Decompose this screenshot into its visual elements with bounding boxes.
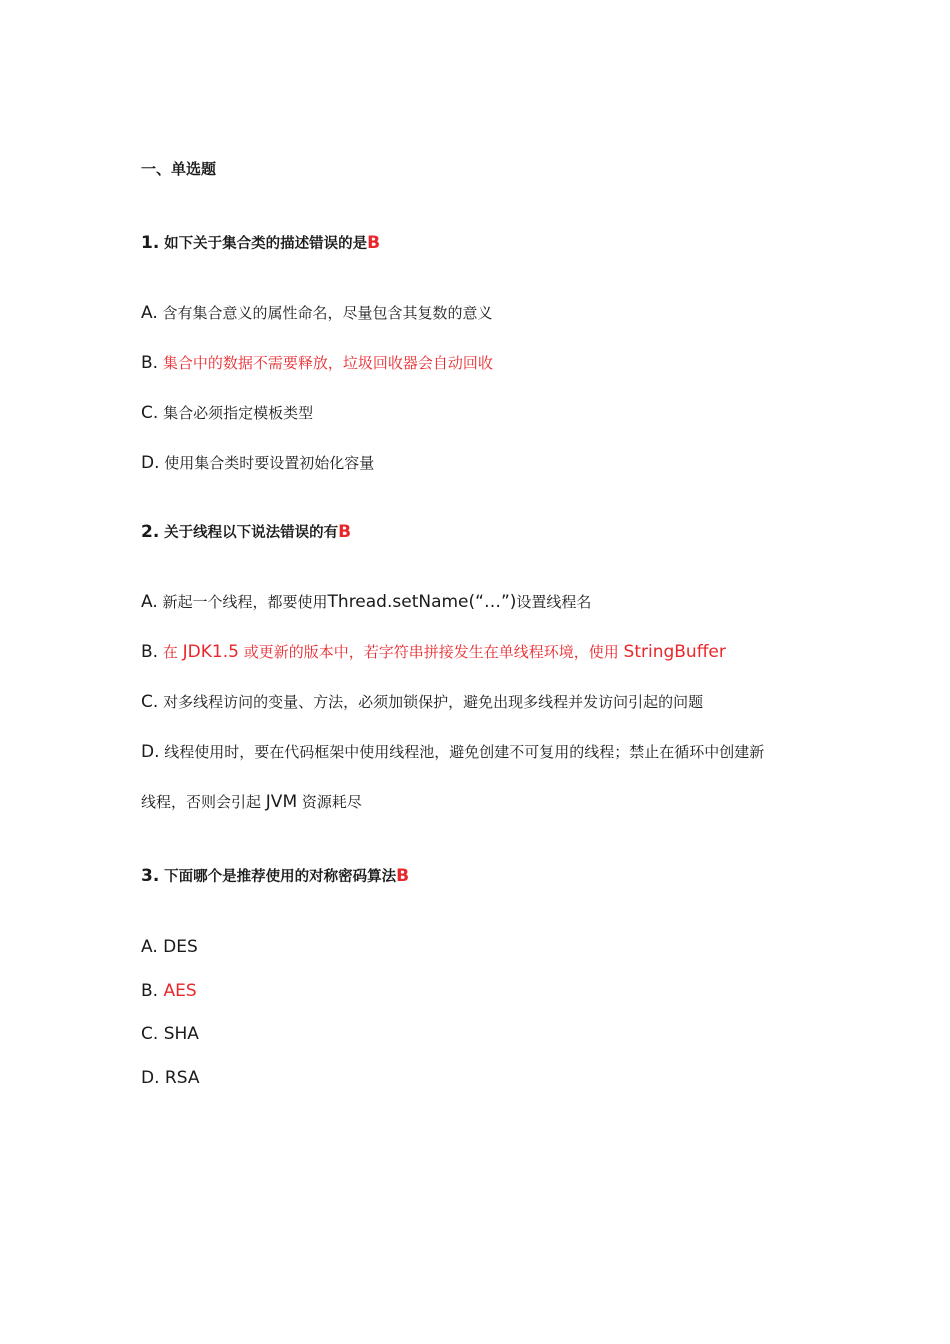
question-2-option-c bbox=[141, 692, 703, 712]
option-letter: A. bbox=[141, 592, 158, 612]
option-text: 线程，否则会引起 bbox=[141, 793, 262, 811]
question-answer: B bbox=[367, 233, 381, 253]
question-number: 2. bbox=[141, 522, 160, 542]
question-3-option-c bbox=[141, 1024, 199, 1044]
option-letter: A. bbox=[141, 937, 158, 957]
option-text: SHA bbox=[163, 1024, 199, 1044]
option-text: AES bbox=[163, 981, 197, 1001]
option-text: 集合必须指定模板类型 bbox=[163, 404, 314, 422]
option-text: 设置线程名 bbox=[516, 593, 592, 611]
option-letter: D. bbox=[141, 1068, 160, 1088]
question-answer: B bbox=[396, 866, 410, 886]
option-text: 对多线程访问的变量、方法，必须加锁保护，避免出现多线程并发访问引起的问题 bbox=[163, 693, 704, 711]
option-letter: B. bbox=[141, 353, 159, 373]
option-code-text: JDK1.5 bbox=[182, 642, 239, 662]
question-1-option-c bbox=[141, 403, 313, 423]
option-code-text: JVM bbox=[265, 792, 298, 812]
question-2-option-d bbox=[141, 742, 764, 762]
option-letter: B. bbox=[141, 642, 159, 662]
question-text: 下面哪个是推荐使用的对称密码算法 bbox=[164, 869, 397, 885]
question-2-option-d-continued bbox=[141, 792, 362, 812]
option-letter: B. bbox=[141, 981, 159, 1001]
option-text: 在 bbox=[162, 643, 178, 661]
question-2-title bbox=[141, 522, 351, 543]
question-3-title bbox=[141, 866, 409, 887]
question-number: 1. bbox=[141, 233, 160, 253]
option-text: 集合中的数据不需要释放，垃圾回收器会自动回收 bbox=[162, 354, 493, 372]
option-code-text: StringBuffer bbox=[623, 642, 726, 662]
question-number: 3. bbox=[141, 866, 160, 886]
question-1-option-b bbox=[141, 353, 493, 373]
question-2-option-b bbox=[141, 642, 726, 662]
question-1-option-a bbox=[141, 303, 493, 323]
question-1-option-d bbox=[141, 453, 374, 473]
option-text: DES bbox=[163, 937, 198, 957]
option-letter: D. bbox=[141, 453, 160, 473]
option-text: RSA bbox=[164, 1068, 200, 1088]
question-2-option-a bbox=[141, 592, 591, 612]
option-text: 新起一个线程，都要使用 bbox=[162, 593, 328, 611]
option-letter: A. bbox=[141, 303, 158, 323]
option-letter: C. bbox=[141, 403, 159, 423]
option-text: 线程使用时，要在代码框架中使用线程池，避免创建不可复用的线程；禁止在循环中创建新 bbox=[164, 743, 765, 761]
option-text: 使用集合类时要设置初始化容量 bbox=[164, 454, 375, 472]
option-letter: D. bbox=[141, 742, 160, 762]
option-text: 资源耗尽 bbox=[301, 793, 362, 811]
section-title: 一、单选题 bbox=[141, 160, 217, 178]
question-text: 如下关于集合类的描述错误的是 bbox=[164, 236, 368, 252]
option-text: 或更新的版本中，若字符串拼接发生在单线程环境，使用 bbox=[243, 643, 619, 661]
option-letter: C. bbox=[141, 1024, 159, 1044]
option-text: 含有集合意义的属性命名，尽量包含其复数的意义 bbox=[162, 304, 493, 322]
option-letter: C. bbox=[141, 692, 159, 712]
question-3-option-a bbox=[141, 937, 198, 957]
question-3-option-d bbox=[141, 1068, 199, 1088]
question-1-title bbox=[141, 233, 380, 254]
question-3-option-b bbox=[141, 981, 197, 1001]
option-code-text: Thread.setName(“…”) bbox=[327, 592, 517, 612]
question-text: 关于线程以下说法错误的有 bbox=[164, 525, 339, 541]
question-answer: B bbox=[338, 522, 352, 542]
